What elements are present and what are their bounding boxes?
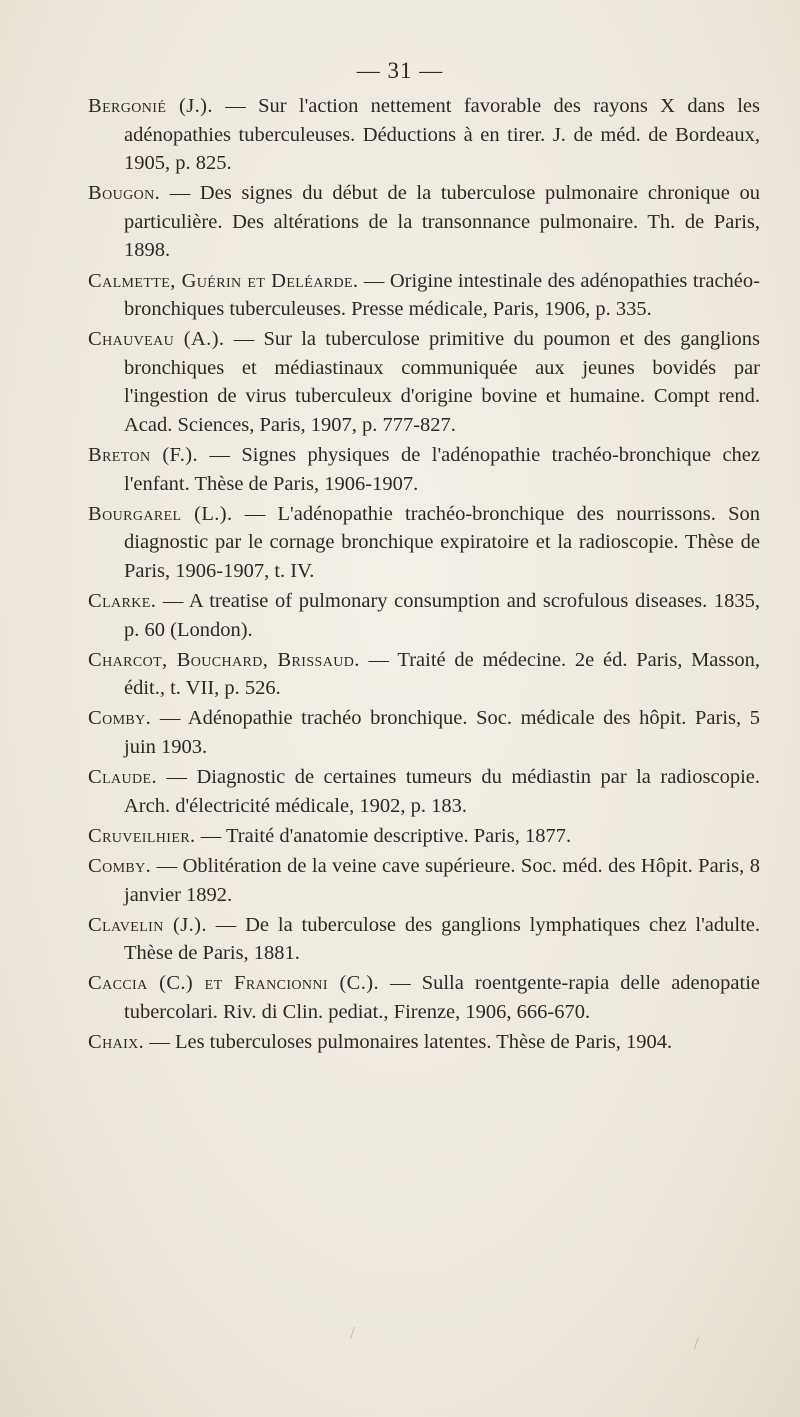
entry-author: Chaix.: [88, 1031, 145, 1053]
entry-author: Bergonié (J.).: [88, 95, 213, 117]
entry-text: — Sur la tuberculose primitive du poumon et des ganglions bronchiques et médiastinaux communiquée aux jeunes bovidés par l'ingestion de virus tuberculeux d'origine bovine et humaine. Compt rend. Acad. Sciences, Paris, 1907, p. 777-827.: [124, 328, 761, 437]
entry-text: — Des signes du début de la tuberculose pulmonaire chronique ou particulière. Des altérations de la transonnance pulmonaire. Th. de Paris, 1898.: [124, 182, 760, 262]
entry-text: — Adénopathie trachéo bronchique. Soc. médicale des hôpit. Paris, 5 juin 1903.: [124, 707, 760, 759]
bibliography-entry: [88, 179, 760, 265]
bibliography-entry: [88, 500, 760, 586]
entry-text: — Diagnostic de certaines tumeurs du médiastin par la radioscopie. Arch. d'électricité médicale, 1902, p. 183.: [124, 766, 760, 817]
entry-author: Claude.: [88, 766, 158, 789]
entry-author: Caccia (C.) et Francionni (C.).: [88, 972, 380, 995]
bibliography-entry: [88, 852, 760, 909]
bibliography-entry: [88, 1028, 760, 1057]
page-number: — 31 —: [356, 58, 444, 83]
bibliography-entry: [88, 441, 760, 498]
entry-author: Chauveau (A.).: [88, 328, 225, 351]
entry-author: Bourgarel (L.).: [88, 502, 233, 525]
entry-text: — Oblitération de la veine cave supérieure. Soc. méd. des Hôpit. Paris, 8 janvier 1892.: [124, 854, 760, 906]
entry-text: — A treatise of pulmonary consumption and scrofulous diseases. 1835, p. 60 (London).: [124, 590, 760, 641]
entry-author: Comby.: [88, 707, 152, 730]
entry-author: Cruveilhier.: [88, 824, 196, 847]
bibliography-list: [88, 92, 760, 1058]
bibliography-entry: [88, 92, 760, 178]
paper-speck: /: [350, 1323, 356, 1343]
entry-text: — Traité d'anatomie descriptive. Paris, 1877.: [195, 824, 572, 847]
bibliography-entry: [88, 969, 760, 1026]
paper-speck: /: [694, 1333, 700, 1353]
entry-author: Charcot, Bouchard, Brissaud.: [88, 648, 360, 671]
entry-author: Comby.: [88, 854, 152, 877]
entry-text: — Traité de médecine. 2e éd. Paris, Masson, édit., t. VII, p. 526.: [124, 648, 760, 700]
bibliography-entry: [88, 704, 760, 761]
entry-text: — Sur l'action nettement favorable des rayons X dans les adénopathies tuberculeuses. Déductions à en tirer. J. de méd. de Bordeaux, 1905, p. 825.: [124, 95, 760, 175]
bibliography-entry: [88, 325, 760, 439]
bibliography-entry: [88, 267, 760, 324]
entry-author: Bougon.: [88, 182, 161, 205]
bibliography-entry: [88, 763, 760, 820]
bibliography-entry: [88, 822, 760, 851]
entry-text: — Signes physiques de l'adénopathie trachéo-bronchique chez l'enfant. Thèse de Paris, 1906-1907.: [124, 444, 760, 495]
entry-text: — Origine intestinale des adénopathies trachéo-bronchiques tuberculeuses. Presse médicale, Paris, 1906, p. 335.: [124, 269, 760, 321]
entry-author: Calmette, Guérin et Deléarde.: [88, 269, 359, 292]
entry-author: Breton (F.).: [88, 444, 198, 467]
entry-text: — L'adénopathie trachéo-bronchique des nourrissons. Son diagnostic par le cornage bronchique expiratoire et la radioscopie. Thèse de Paris, 1906-1907, t. IV.: [124, 502, 760, 582]
entry-text: — Les tuberculoses pulmonaires latentes. Thèse de Paris, 1904.: [144, 1031, 673, 1053]
bibliography-entry: [88, 646, 760, 703]
entry-text: — De la tuberculose des ganglions lymphatiques chez l'adulte. Thèse de Paris, 1881.: [124, 913, 761, 965]
bibliography-entry: [88, 911, 760, 968]
entry-text: — Sulla roentgente-rapia delle adenopatie tubercolari. Riv. di Clin. pediat., Firenze, 1906, 666-670.: [124, 972, 760, 1023]
entry-author: Clavelin (J.).: [88, 913, 207, 936]
entry-author: Clarke.: [88, 590, 157, 613]
bibliography-entry: [88, 587, 760, 644]
